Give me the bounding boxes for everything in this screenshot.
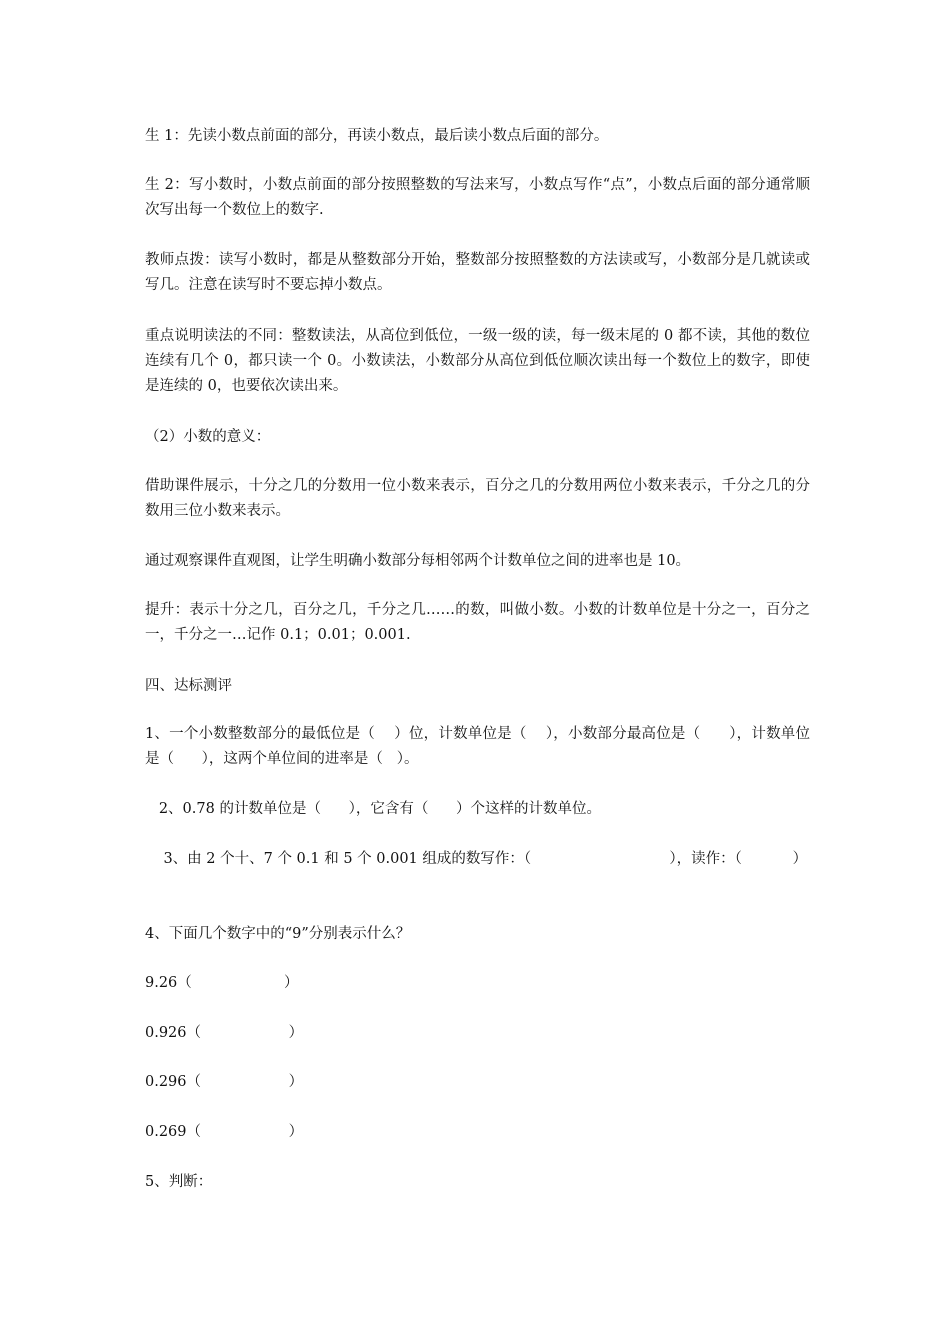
- paragraph-summary-definition: 提升：表示十分之几，百分之几，千分之几……的数，叫做小数。小数的计数单位是十分之一，百分之一，千分之一…记作 0.1；0.01；0.001.: [145, 602, 810, 643]
- paragraph-decimal-meaning-heading: （2）小数的意义：: [145, 429, 271, 445]
- paragraph-reading-differences: 重点说明读法的不同：整数读法，从高位到低位，一级一级的读，每一级末尾的 0 都不读，其他的数位连续有几个 0，都只读一个 0。小数读法，小数部分从高位到低位顺次读出每一个数位上的数字，即使是连续的 0，也要依次读出来。: [145, 328, 810, 394]
- paragraph-observe-rate: 通过观察课件直观图，让学生明确小数部分每相邻两个计数单位之间的进率也是 10。: [145, 553, 691, 569]
- question-3: 3、由 2 个十、7 个 0.1 和 5 个 0.001 组成的数写作：（ ），读作：（ ）: [145, 851, 808, 867]
- question-4-item-0-926: 0.926（ ）: [145, 1025, 304, 1041]
- paragraph-student2-writing: 生 2：写小数时，小数点前面的部分按照整数的写法来写，小数点写作“点”，小数点后面的部分通常顺次写出每一个数位上的数字.: [145, 177, 810, 218]
- paragraph-teacher-guidance: 教师点拨：读写小数时，都是从整数部分开始，整数部分按照整数的方法读或写，小数部分是几就读或写几。注意在读写时不要忘掉小数点。: [145, 252, 810, 293]
- question-4-item-9-26: 9.26（ ）: [145, 975, 299, 991]
- paragraph-student1-reading: 生 1：先读小数点前面的部分，再读小数点，最后读小数点后面的部分。: [145, 128, 609, 144]
- question-4-item-0-296: 0.296（ ）: [145, 1074, 304, 1090]
- question-5-heading: 5、判断：: [145, 1174, 213, 1190]
- question-4: 4、下面几个数字中的“9”分别表示什么？: [145, 926, 411, 942]
- section-heading-assessment: 四、达标测评: [145, 678, 232, 694]
- paragraph-courseware-display: 借助课件展示，十分之几的分数用一位小数来表示，百分之几的分数用两位小数来表示，千分之几的分数用三位小数来表示。: [145, 478, 810, 519]
- question-1: 1、一个小数整数部分的最低位是（ ）位，计数单位是（ ），小数部分最高位是（ ），计数单位是（ ），这两个单位间的进率是（ ）。: [145, 726, 810, 767]
- question-4-item-0-269: 0.269（ ）: [145, 1124, 304, 1140]
- question-2: 2、0.78 的计数单位是（ ），它含有（ ）个这样的计数单位。: [145, 801, 602, 817]
